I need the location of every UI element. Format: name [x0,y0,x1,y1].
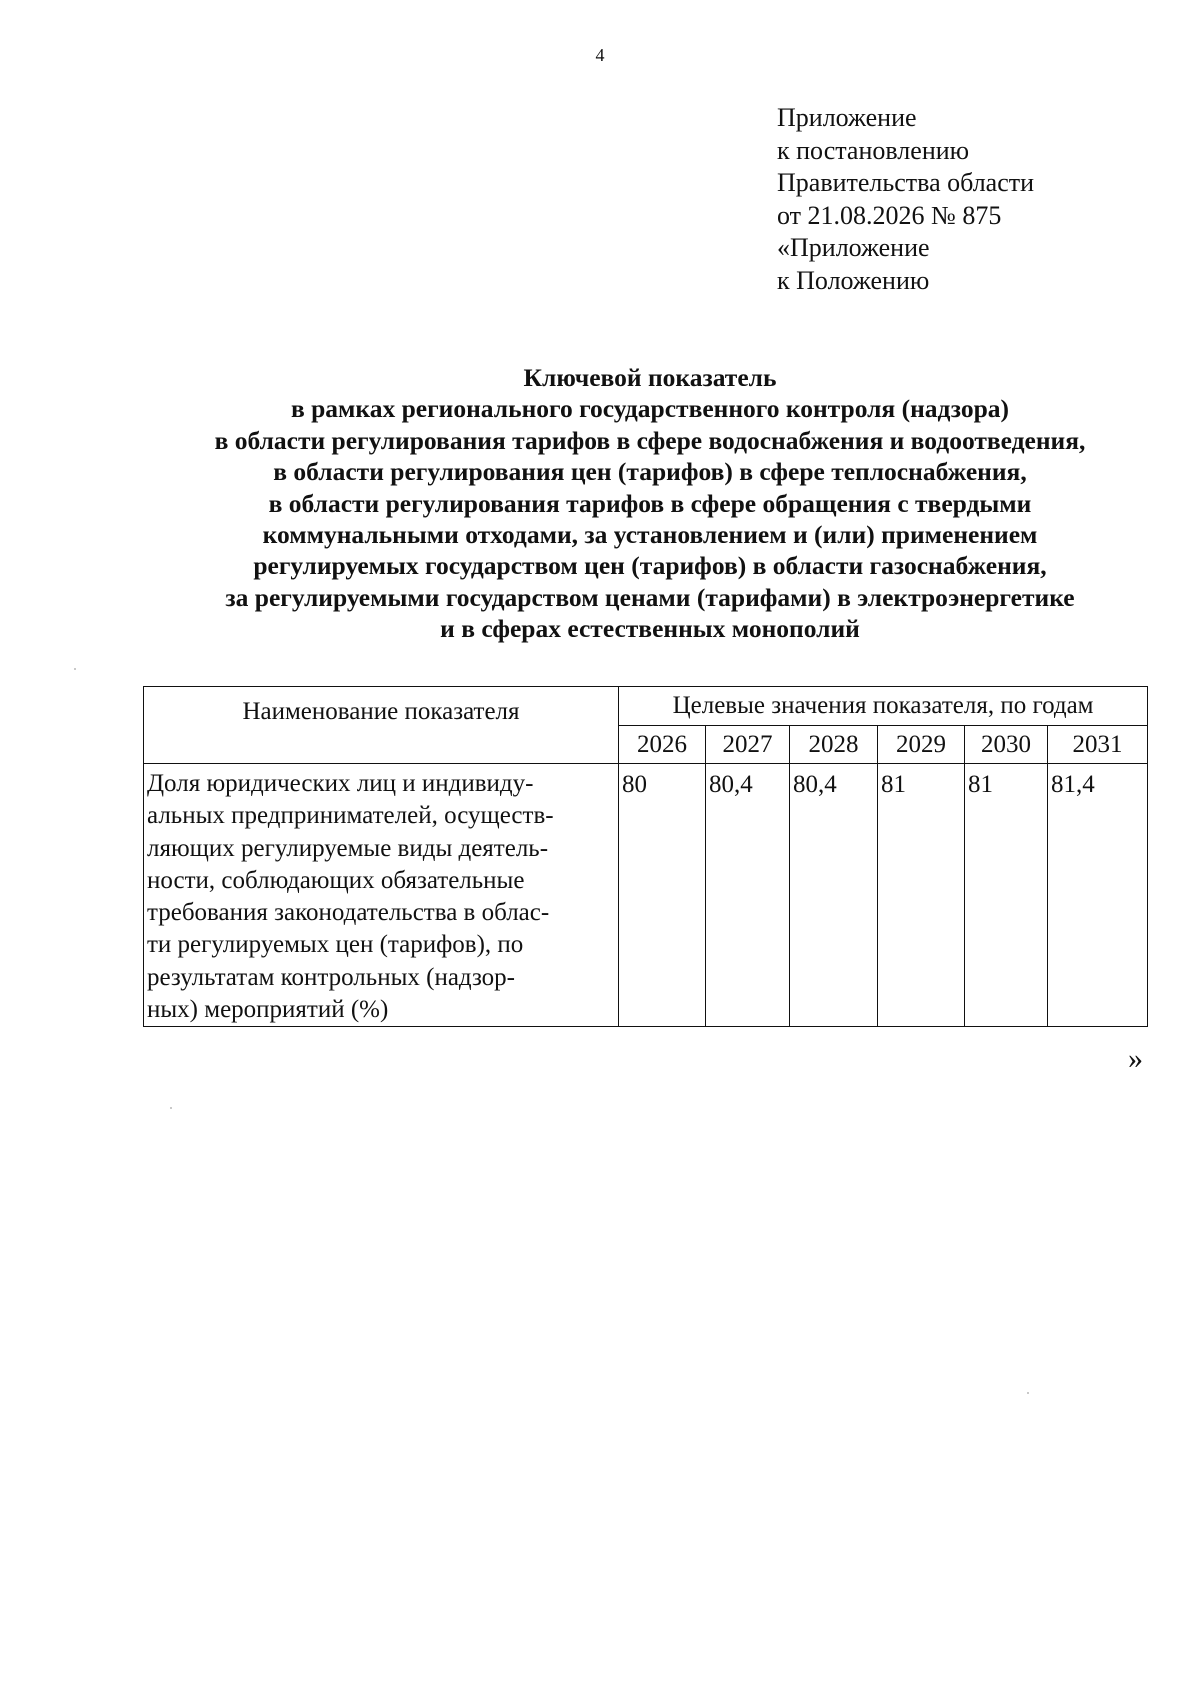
indicator-text-line: Доля юридических лиц и индивиду- [147,770,534,797]
scan-speck [1027,1392,1029,1394]
indicator-text-line: результатам контрольных (надзор- [147,963,515,991]
title-line: в области регулирования тарифов в сфере водоснабжения и водоотведения, [214,425,1086,455]
title-line: регулируемых государством цен (тарифов) в области газоснабжения, [253,551,1047,581]
page-number: 4 [595,45,605,65]
title-line: в области регулирования тарифов в сфере обращения с твердыми [268,488,1032,518]
appendix-line: Правительства области [777,168,1035,198]
year-header: 2027 [706,726,790,764]
target-value-cell: 80,4 [706,764,790,1027]
title-line: Ключевой показатель [523,363,777,392]
appendix-line: «Приложение [777,233,930,263]
title-line: в рамках регионального государственного контроля (надзора) [290,394,1010,424]
year-header: 2028 [790,726,878,764]
target-value-cell: 81 [878,764,965,1027]
indicator-text-line: ных) мероприятий (%) [147,996,389,1024]
appendix-line: Приложение [777,103,917,132]
indicator-name-cell [144,764,619,1027]
table-header-row [144,687,1148,726]
scan-speck [170,1107,172,1109]
document-title [130,362,1170,645]
appendix-line: к постановлению [777,135,970,165]
indicator-text-line: ти регулируемых цен (тарифов), по [147,931,524,959]
title-line: за регулируемыми государством ценами (тарифами) в электроэнергетике [225,582,1075,612]
target-values-header: Целевые значения показателя, по годам [619,687,1148,726]
closing-quote: » [1128,1042,1143,1075]
title-line: в области регулирования цен (тарифов) в сфере теплоснабжения, [273,457,1027,487]
year-header: 2029 [878,726,965,764]
appendix-line: от 21.08.2026 № 875 [777,200,1002,230]
indicator-text-line: альных предпринимателей, осуществ- [147,802,554,830]
target-value-cell: 80 [619,764,706,1027]
target-value-cell: 81,4 [1048,764,1148,1027]
indicator-text-line: ляющих регулируемые виды деятель- [147,834,549,862]
year-header: 2030 [965,726,1048,764]
table-row [144,764,1148,1027]
indicator-text-line: требования законодательства в облас- [147,899,550,927]
year-header: 2031 [1048,726,1148,764]
appendix-line: к Положению [777,265,930,295]
target-value-cell: 80,4 [790,764,878,1027]
year-header: 2026 [619,726,706,764]
scan-speck [74,668,76,670]
indicator-table [143,686,1148,1027]
indicator-name-header: Наименование показателя [144,687,619,764]
title-line: и в сферах естественных монополий [440,614,860,644]
appendix-block [777,102,1034,298]
title-line: коммунальными отходами, за установлением и (или) применением [262,520,1038,550]
target-value-cell: 81 [965,764,1048,1027]
indicator-text-line: ности, соблюдающих обязательные [147,866,525,894]
